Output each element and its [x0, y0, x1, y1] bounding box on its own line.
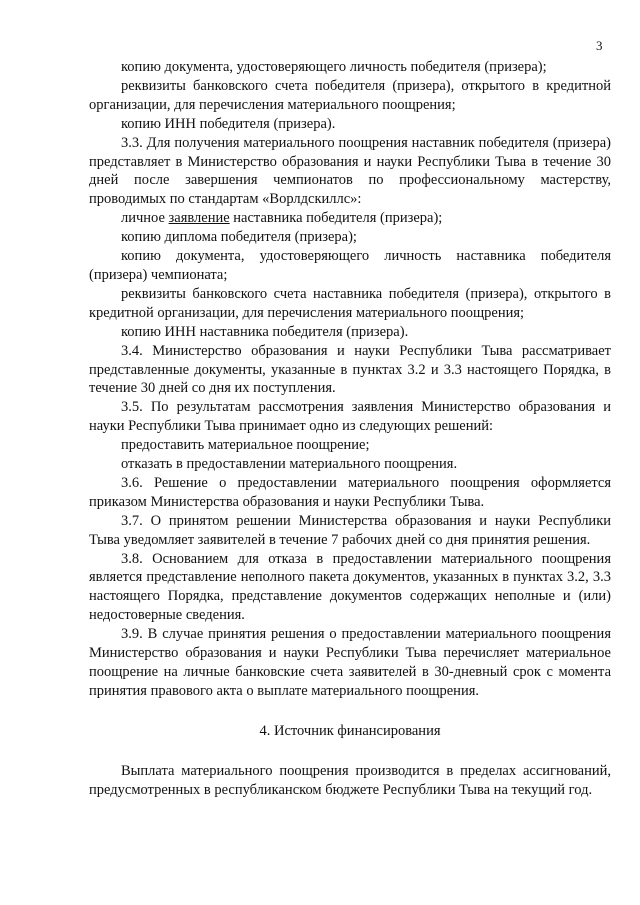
statement-underlined-word: заявление — [168, 210, 230, 227]
statement-prefix: личное — [121, 210, 169, 227]
financing-paragraph: Выплата материального поощрения производится в пределах ассигнований, предусмотренных в республиканском бюджете Республики Тыва на текущий год. — [89, 762, 611, 798]
list-item-identity-copy: копию документа, удостоверяющего личность победителя (призера); — [121, 59, 547, 75]
section-heading: 4. Источник финансирования — [259, 722, 441, 739]
clause-3-7: 3.7. О принятом решении Министерства образования и науки Республики Тыва уведомляет заявителей в течение 7 рабочих дней со дня принятия решения. — [89, 512, 611, 548]
clause-3-5: 3.5. По результатам рассмотрения заявления Министерство образования и науки Республики Тыва принимает одно из следующих решений: — [89, 399, 611, 435]
list-item-diploma-copy: копию диплома победителя (призера); — [121, 229, 357, 246]
statement-suffix: наставника победителя (призера); — [229, 210, 443, 227]
page-number: 3 — [596, 38, 603, 53]
clause-3-4: 3.4. Министерство образования и науки Республики Тыва рассматривает представленные документы, указанные в пунктах 3.2 и 3.3 настоящего Порядка, в течение 30 дней со дня их поступления. — [89, 342, 611, 397]
list-item-statement — [89, 209, 611, 228]
document-body — [89, 58, 611, 800]
decision-option-grant: предоставить материальное поощрение; — [121, 437, 370, 454]
list-item-mentor-bank-details: реквизиты банковского счета наставника победителя (призера), открытого в кредитной организации, для перечисления материального поощрения; — [89, 285, 611, 321]
clause-3-9: 3.9. В случае принятия решения о предоставлении материального поощрения Министерство образования и науки Республики Тыва перечисляет материальное поощрение на личные банковские счета заявителей в 30-дневный срок с момента принятия правового акта о выплате материального поощрения. — [89, 626, 611, 699]
decision-option-refuse: отказать в предоставлении материального поощрения. — [121, 456, 458, 473]
list-item-mentor-inn-copy: копию ИНН наставника победителя (призера). — [121, 323, 409, 340]
list-item-bank-details: реквизиты банковского счета победителя (призера), открытого в кредитной организации, для перечисления материального поощрения; — [89, 77, 611, 113]
clause-3-8: 3.8. Основанием для отказа в предоставлении материального поощрения является представление неполного пакета документов, указанных в пунктах 3.2, 3.3 настоящего Порядка, представление документов содержащих неполные и (или) недостоверные сведения. — [89, 550, 611, 624]
list-item-inn-copy: копию ИНН победителя (призера). — [121, 115, 336, 132]
clause-3-3: 3.3. Для получения материального поощрения наставник победителя (призера) представляет в Министерство образования и науки Республики Тыва в течение 30 дней после завершения чемпионатов по профессиональному мастерству, проводимых по стандартам «Ворлдскиллс»: — [89, 134, 611, 208]
list-item-mentor-identity-copy: копию документа, удостоверяющего личность наставника победителя (призера) чемпионата; — [89, 248, 611, 283]
clause-3-6: 3.6. Решение о предоставлении материального поощрения оформляется приказом Министерства образования и науки Республики Тыва. — [89, 474, 611, 510]
